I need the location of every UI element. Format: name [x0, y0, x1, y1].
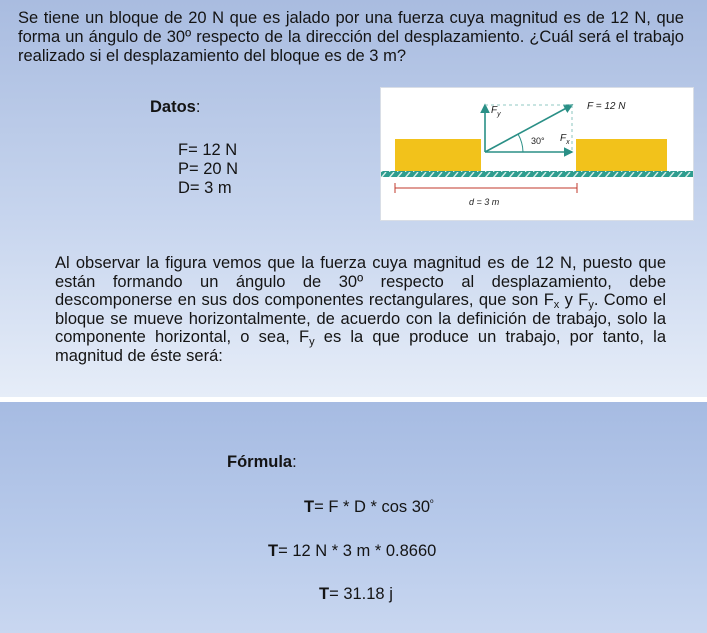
- datos-colon: :: [195, 98, 201, 116]
- distance-label: d = 3 m: [469, 197, 500, 207]
- datos-var: P: [178, 160, 190, 178]
- force-diagram-svg: [381, 88, 693, 220]
- explanation-text-3: . Como el bloque se mueve horizontalmente, de acuerdo con la definición de trabajo, solo la componente horizontal, o sea, F: [55, 291, 667, 347]
- datos-eq: =: [189, 179, 200, 197]
- formula-rhs: = 31.18 j: [329, 585, 393, 603]
- angle-arc: [518, 134, 523, 152]
- formula-colon: :: [292, 453, 297, 471]
- formula-line-1: [304, 498, 433, 517]
- fy-label: $F_y$: [491, 105, 501, 118]
- datos-var: D: [178, 179, 190, 197]
- subscript-x: x: [553, 299, 560, 312]
- formula-label-text: Fórmula: [227, 453, 293, 471]
- datos-value: 3 m: [204, 179, 232, 197]
- degree-symbol: º: [430, 498, 434, 508]
- block-right: [576, 139, 667, 171]
- datos-value: 12 N: [202, 141, 238, 159]
- datos-var: F: [178, 141, 189, 159]
- explanation-text-4: es la que produce un trabajo, por tanto, la magnitud de éste será:: [55, 328, 666, 365]
- formula-line-3: [319, 585, 393, 604]
- formula-heading: [227, 453, 297, 472]
- force-diagram: [380, 87, 694, 221]
- datos-value: 20 N: [203, 160, 239, 178]
- force-label: F = 12 N: [587, 101, 626, 112]
- explanation-text-2: y F: [559, 291, 589, 310]
- datos-eq: =: [188, 141, 198, 159]
- explanation-text-1: Al observar la figura vemos que la fuerza cuya magnitud es de 12 N, puesto que están formando un ángulo de 30º respecto al desplazamiento, debe descomponerse en sus dos componentes rectangulares, que son F: [55, 254, 666, 310]
- ground: [381, 171, 693, 177]
- datos-label-text: Datos: [150, 98, 196, 116]
- formula-lhs: T: [268, 542, 279, 560]
- fx-label: $F_x$: [560, 133, 570, 146]
- formula-lhs: T: [319, 585, 330, 603]
- problem-statement: [18, 9, 684, 66]
- datos-item-force: [178, 141, 238, 160]
- angle-label: 30°: [531, 136, 545, 146]
- datos-list: [178, 141, 238, 198]
- explanation-paragraph: [55, 254, 666, 366]
- subscript-y: y: [588, 299, 594, 312]
- formula-rhs: = F * D * cos 30: [314, 498, 431, 516]
- formula-lhs: T: [304, 498, 315, 516]
- formula-rhs: = 12 N * 3 m * 0.8660: [278, 542, 437, 560]
- datos-heading: [150, 98, 200, 117]
- datos-item-distance: [178, 179, 238, 198]
- block-left: [395, 139, 481, 171]
- datos-item-weight: [178, 160, 238, 179]
- formula-line-2: [268, 542, 436, 561]
- subscript-y-2: y: [309, 336, 315, 349]
- problem-text: Se tiene un bloque de 20 N que es jalado por una fuerza cuya magnitud es de 12 N, que forma un ángulo de 30º respecto de la dirección del desplazamiento. ¿Cuál será el trabajo realizado si el desplazamiento del bloque es de 3 m?: [18, 9, 684, 65]
- datos-eq: =: [189, 160, 199, 178]
